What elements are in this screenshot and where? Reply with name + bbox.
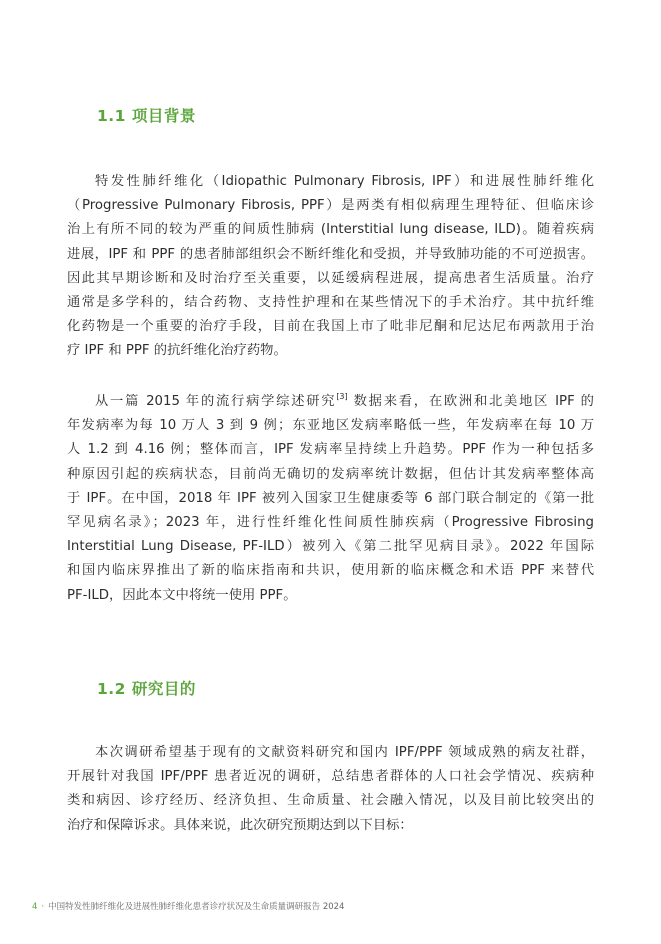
purpose-paragraph [67, 741, 594, 838]
line-text: 从一篇 2015 年的流行病学综述研究 [95, 394, 337, 409]
paragraph-line: 化药物是一个重要的治疗手段，目前在我国上市了吡非尼酮和尼达尼布两款用于治 [67, 319, 594, 335]
section-heading-purpose: 1.2 研究目的 [97, 680, 196, 698]
paragraph-line [67, 390, 594, 414]
paragraph-line: 种原因引起的疾病状态，目前尚无确切的发病率统计数据，但估计其发病率整体高 [67, 466, 594, 482]
page-number: 4 [32, 902, 38, 912]
footer-separator: · [41, 902, 45, 912]
paragraph-line: （Progressive Pulmonary Fibrosis, PPF）是两类有相似病理生理特征、但临床诊 [67, 198, 594, 214]
paragraph-line: 治疗和保障诉求。具体来说，此次研究预期达到以下目标： [67, 817, 413, 833]
paragraph-line: 类和病因、诊疗经历、经济负担、生命质量、社会融入情况，以及目前比较突出的 [67, 793, 594, 809]
section-heading-background: 1.1 项目背景 [97, 107, 196, 125]
background-paragraph-2 [67, 390, 594, 608]
page-footer [32, 900, 344, 912]
paragraph-line: 于 IPF。在中国，2018 年 IPF 被列入国家卫生健康委等 6 部门联合制定的《第一批 [67, 490, 594, 506]
paragraph-line: 进展，IPF 和 PPF 的患者肺部组织会不断纤维化和受损，并导致肺功能的不可逆损害。 [67, 246, 594, 262]
paragraph-line: 通常是多学科的，结合药物、支持性护理和在某些情况下的手术治疗。其中抗纤维 [67, 295, 594, 311]
background-paragraph-1 [67, 170, 594, 364]
paragraph-line: 开展针对我国 IPF/PPF 患者近况的调研，总结患者群体的人口社会学情况、疾病种 [67, 769, 594, 785]
paragraph-line: 本次调研希望基于现有的文献资料研究和国内 IPF/PPF 领域成熟的病友社群， [95, 745, 594, 760]
paragraph-line: 治上有所不同的较为严重的间质性肺病 (Interstitial lung disease, ILD)。随着疾病 [67, 222, 594, 238]
citation-ref[interactable]: [3] [336, 392, 348, 401]
line-text: 数据来看，在欧洲和北美地区 IPF 的 [347, 394, 594, 409]
paragraph-line: 疗 IPF 和 PPF 的抗纤维化治疗药物。 [67, 343, 287, 359]
paragraph-line: 人 1.2 到 4.16 例；整体而言，IPF 发病率呈持续上升趋势。PPF 作为一种包括多 [67, 442, 594, 458]
paragraph-line: 特发性肺纤维化（Idiopathic Pulmonary Fibrosis, IPF）和进展性肺纤维化 [95, 174, 594, 189]
paragraph-line: 因此其早期诊断和及时治疗至关重要，以延缓病程进展，提高患者生活质量。治疗 [67, 270, 594, 286]
paragraph-line: Interstitial Lung Disease, PF-ILD）被列入《第二批罕见病目录》。2022 年国际 [67, 539, 594, 555]
paragraph-line: PF-ILD，因此本文中将统一使用 PPF。 [67, 587, 297, 603]
report-title: 中国特发性肺纤维化及进展性肺纤维化患者诊疗状况及生命质量调研报告 2024 [48, 902, 345, 912]
paragraph-line: 和国内临床界推出了新的临床指南和共识，使用新的临床概念和术语 PPF 来替代 [67, 563, 594, 579]
paragraph-line: 罕见病名录》；2023 年，进行性纤维化性间质性肺疾病（Progressive Fibrosing [67, 515, 594, 531]
paragraph-line: 年发病率为每 10 万人 3 到 9 例；东亚地区发病率略低一些，年发病率在每 10 万 [67, 418, 594, 434]
